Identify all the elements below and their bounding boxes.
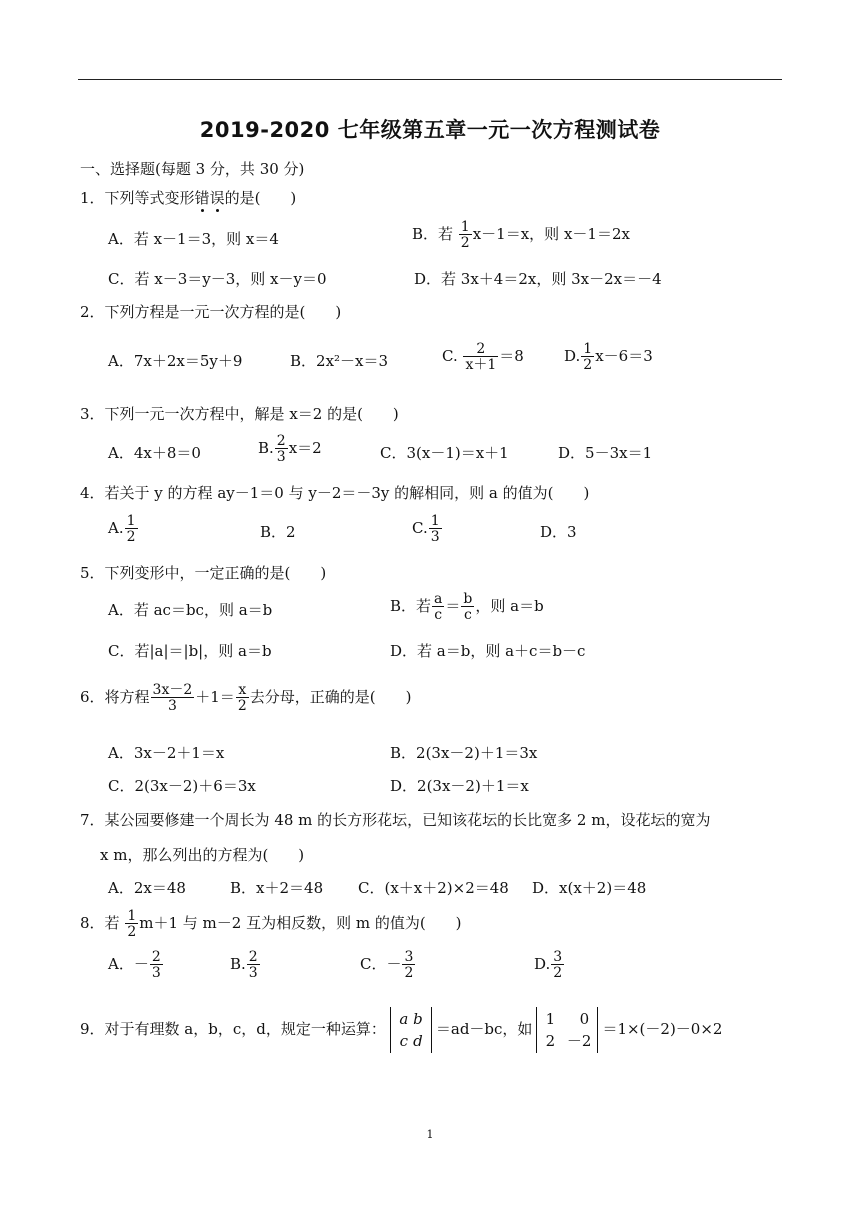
question-2-option-d: D. $\frac{1}{2}$ x－6＝3: [564, 341, 653, 373]
question-6-option-b: B．2(3x－2)＋1＝3x: [390, 744, 538, 762]
question-1-stem: 1．下列等式变形错误的是( ): [80, 189, 297, 207]
question-6-option-d: D．2(3x－2)＋1＝x: [390, 777, 529, 795]
question-7-stem-line-1: 7．某公园要修建一个周长为 48 m 的长方形花坛，已知该花坛的长比宽多 2 m，设花坛的宽为: [80, 811, 711, 829]
question-8-option-c: C．－ $\frac{3}{2}$: [360, 949, 414, 981]
question-8-option-b: B. $\frac{2}{3}$: [230, 949, 258, 981]
question-5-option-b: B．若 $\frac{a}{c}$ ＝ $\frac{b}{c}$ ，则 a＝b: [390, 591, 544, 623]
question-9-stem: 9．对于有理数 a，b，c，d，规定一种运算： a b c d ＝ad－bc，如 1 0 2 －2 ＝1×(－2)－0×2: [80, 1005, 722, 1053]
question-7-option-b: B．x＋2＝48: [230, 879, 324, 897]
question-6-stem: 6．将方程 $\frac{3x-2}{3}$ ＋1＝ $\frac{x}{2}$ 去分母，正确的是( ): [80, 682, 412, 714]
header-rule: [78, 79, 782, 80]
question-2-option-a: A．7x＋2x＝5y＋9: [108, 352, 243, 370]
question-8-option-a: A．－ $\frac{2}{3}$: [108, 949, 161, 981]
question-3-option-c: C．3(x－1)＝x＋1: [380, 444, 509, 462]
question-2-option-b: B．2x²－x＝3: [290, 352, 389, 370]
question-8-option-d: D. $\frac{3}{2}$: [534, 949, 563, 981]
question-1-option-d: D．若 3x＋4＝2x，则 3x－2x＝－4: [414, 270, 662, 288]
question-3-option-a: A．4x＋8＝0: [108, 444, 201, 462]
question-2-stem: 2．下列方程是一元一次方程的是( ): [80, 303, 342, 321]
question-1-option-a: A．若 x－1＝3，则 x＝4: [108, 230, 279, 248]
question-3-stem: 3．下列一元一次方程中，解是 x＝2 的是( ): [80, 405, 399, 423]
question-1-option-c: C．若 x－3＝y－3，则 x－y＝0: [108, 270, 327, 288]
question-7-option-c: C．(x＋x＋2)×2＝48: [358, 879, 509, 897]
question-8-stem: 8．若 $\frac{1}{2}$ m＋1 与 m－2 互为相反数，则 m 的值为( ): [80, 908, 462, 940]
question-5-stem: 5．下列变形中，一定正确的是( ): [80, 564, 327, 582]
question-7-stem-line-2: x m，那么列出的方程为( ): [100, 846, 305, 864]
determinant-definition: a b c d: [390, 1007, 432, 1053]
question-2-option-c: C. $\frac{2}{x+1}$ ＝8: [442, 341, 524, 373]
question-6-option-c: C．2(3x－2)＋6＝3x: [108, 777, 256, 795]
question-4-option-a: A. $\frac{1}{2}$: [108, 513, 136, 545]
question-4-stem: 4．若关于 y 的方程 ay－1＝0 与 y－2＝－3y 的解相同，则 a 的值为( ): [80, 484, 590, 502]
section-heading: 一、选择题(每题 3 分，共 30 分): [80, 160, 305, 178]
question-5-option-c: C．若|a|＝|b|，则 a＝b: [108, 642, 272, 660]
question-7-option-d: D．x(x＋2)＝48: [532, 879, 647, 897]
page-number: 1: [426, 1128, 434, 1141]
question-7-option-a: A．2x＝48: [108, 879, 186, 897]
page-title: 2019-2020 七年级第五章一元一次方程测试卷: [199, 118, 661, 142]
question-3-option-d: D．5－3x＝1: [558, 444, 653, 462]
question-6-option-a: A．3x－2＋1＝x: [108, 744, 225, 762]
question-4-option-d: D．3: [540, 523, 577, 541]
determinant-example: 1 0 2 －2: [536, 1007, 598, 1053]
question-5-option-d: D．若 a＝b，则 a＋c＝b－c: [390, 642, 586, 660]
question-3-option-b: B. $\frac{2}{3}$ x＝2: [258, 433, 322, 465]
question-4-option-b: B．2: [260, 523, 296, 541]
question-5-option-a: A．若 ac＝bc，则 a＝b: [108, 601, 273, 619]
question-4-option-c: C. $\frac{1}{3}$: [412, 513, 440, 545]
question-1-option-b: B．若 $\frac{1}{2}$ x－1＝x，则 x－1＝2x: [412, 219, 630, 251]
